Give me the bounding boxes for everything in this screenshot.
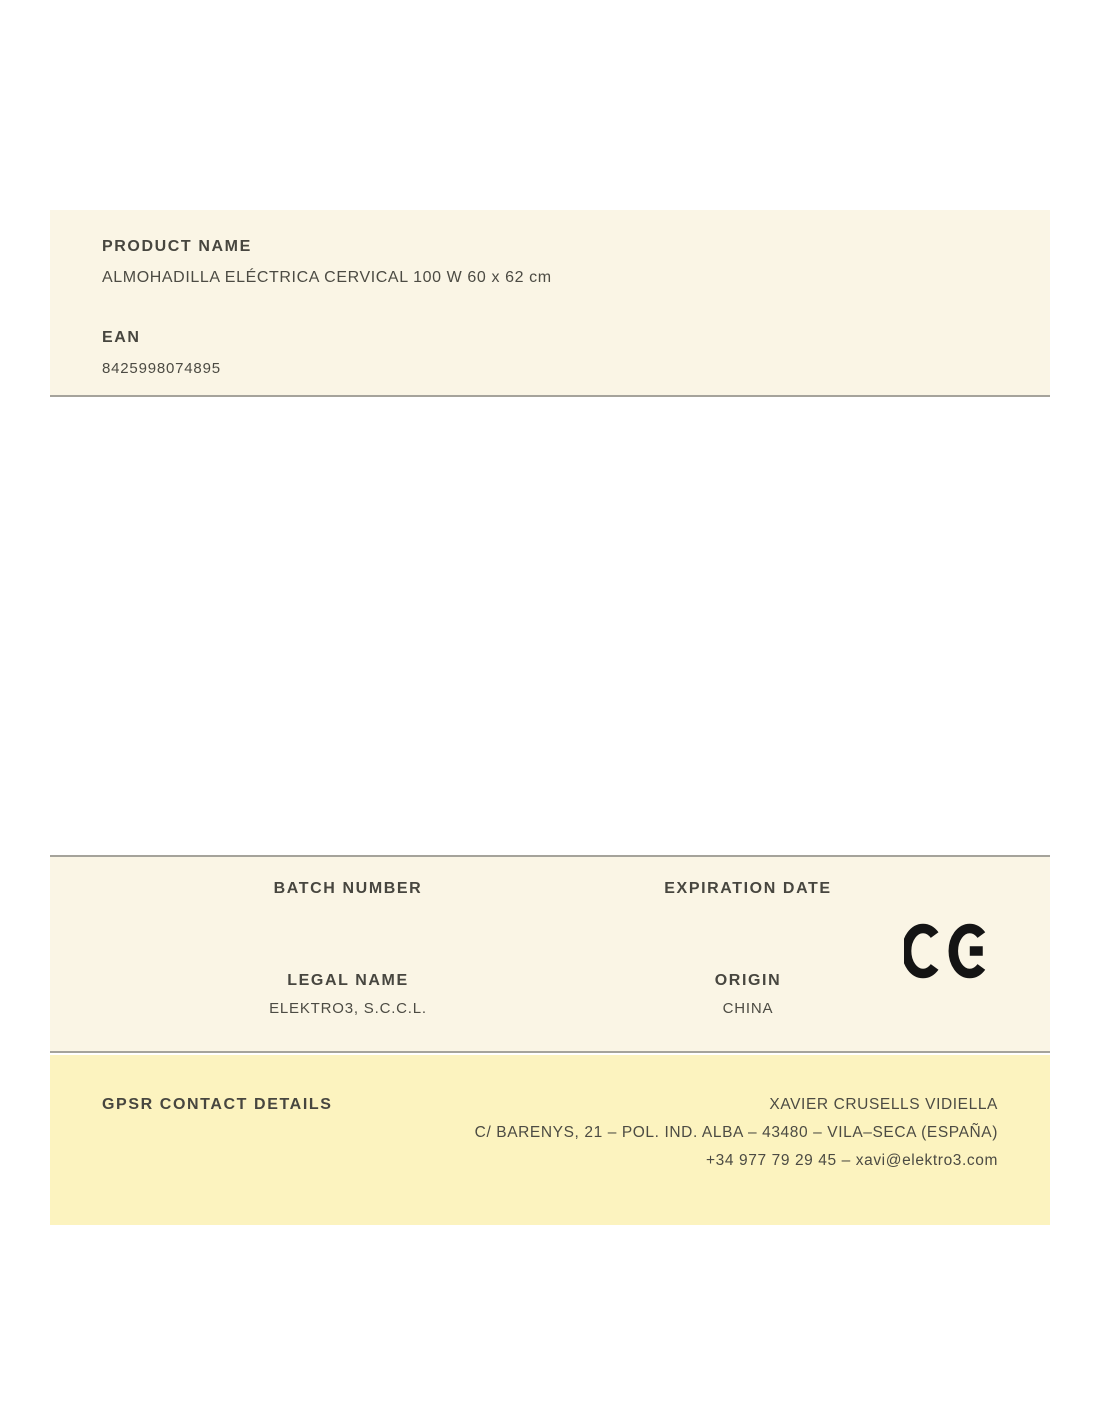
- ean-field: [102, 328, 1010, 379]
- batch-number-label: BATCH NUMBER: [273, 880, 423, 897]
- gpsr-contact-address: C/ BARENYS, 21 – POL. IND. ALBA – 43480 – VILA–SECA (ESPAÑA): [474, 1124, 998, 1141]
- gpsr-contact-section: [50, 1055, 1050, 1225]
- origin-value: CHINA: [722, 1000, 774, 1017]
- ce-mark-icon: [904, 921, 994, 981]
- batch-info-section: [50, 855, 1050, 1053]
- origin-cell: [548, 971, 948, 1019]
- product-name-field: [102, 237, 1010, 288]
- product-name-label: PRODUCT NAME: [102, 238, 252, 255]
- ean-value: 8425998074895: [102, 360, 221, 377]
- legal-name-value: ELEKTRO3, S.C.C.L.: [269, 1000, 427, 1017]
- gpsr-contact-block: [333, 1091, 998, 1175]
- legal-name-cell: [148, 971, 548, 1019]
- ean-label: EAN: [102, 329, 141, 346]
- batch-info-grid: [148, 879, 948, 1019]
- gpsr-contact-phone-email: +34 977 79 29 45 – xavi@elektro3.com: [706, 1152, 998, 1169]
- legal-name-label: LEGAL NAME: [287, 972, 409, 989]
- product-name-value: ALMOHADILLA ELÉCTRICA CERVICAL 100 W 60 x 62 cm: [102, 269, 552, 286]
- batch-number-value: [148, 907, 548, 927]
- origin-label: ORIGIN: [714, 972, 782, 989]
- product-info-section: [50, 210, 1050, 397]
- expiration-date-value: [548, 907, 948, 927]
- batch-number-cell: [148, 879, 548, 971]
- expiration-date-label: EXPIRATION DATE: [664, 880, 832, 897]
- expiration-date-cell: [548, 879, 948, 971]
- gpsr-contact-name: XAVIER CRUSELLS VIDIELLA: [769, 1096, 998, 1113]
- gpsr-contact-label: GPSR CONTACT DETAILS: [102, 1096, 333, 1113]
